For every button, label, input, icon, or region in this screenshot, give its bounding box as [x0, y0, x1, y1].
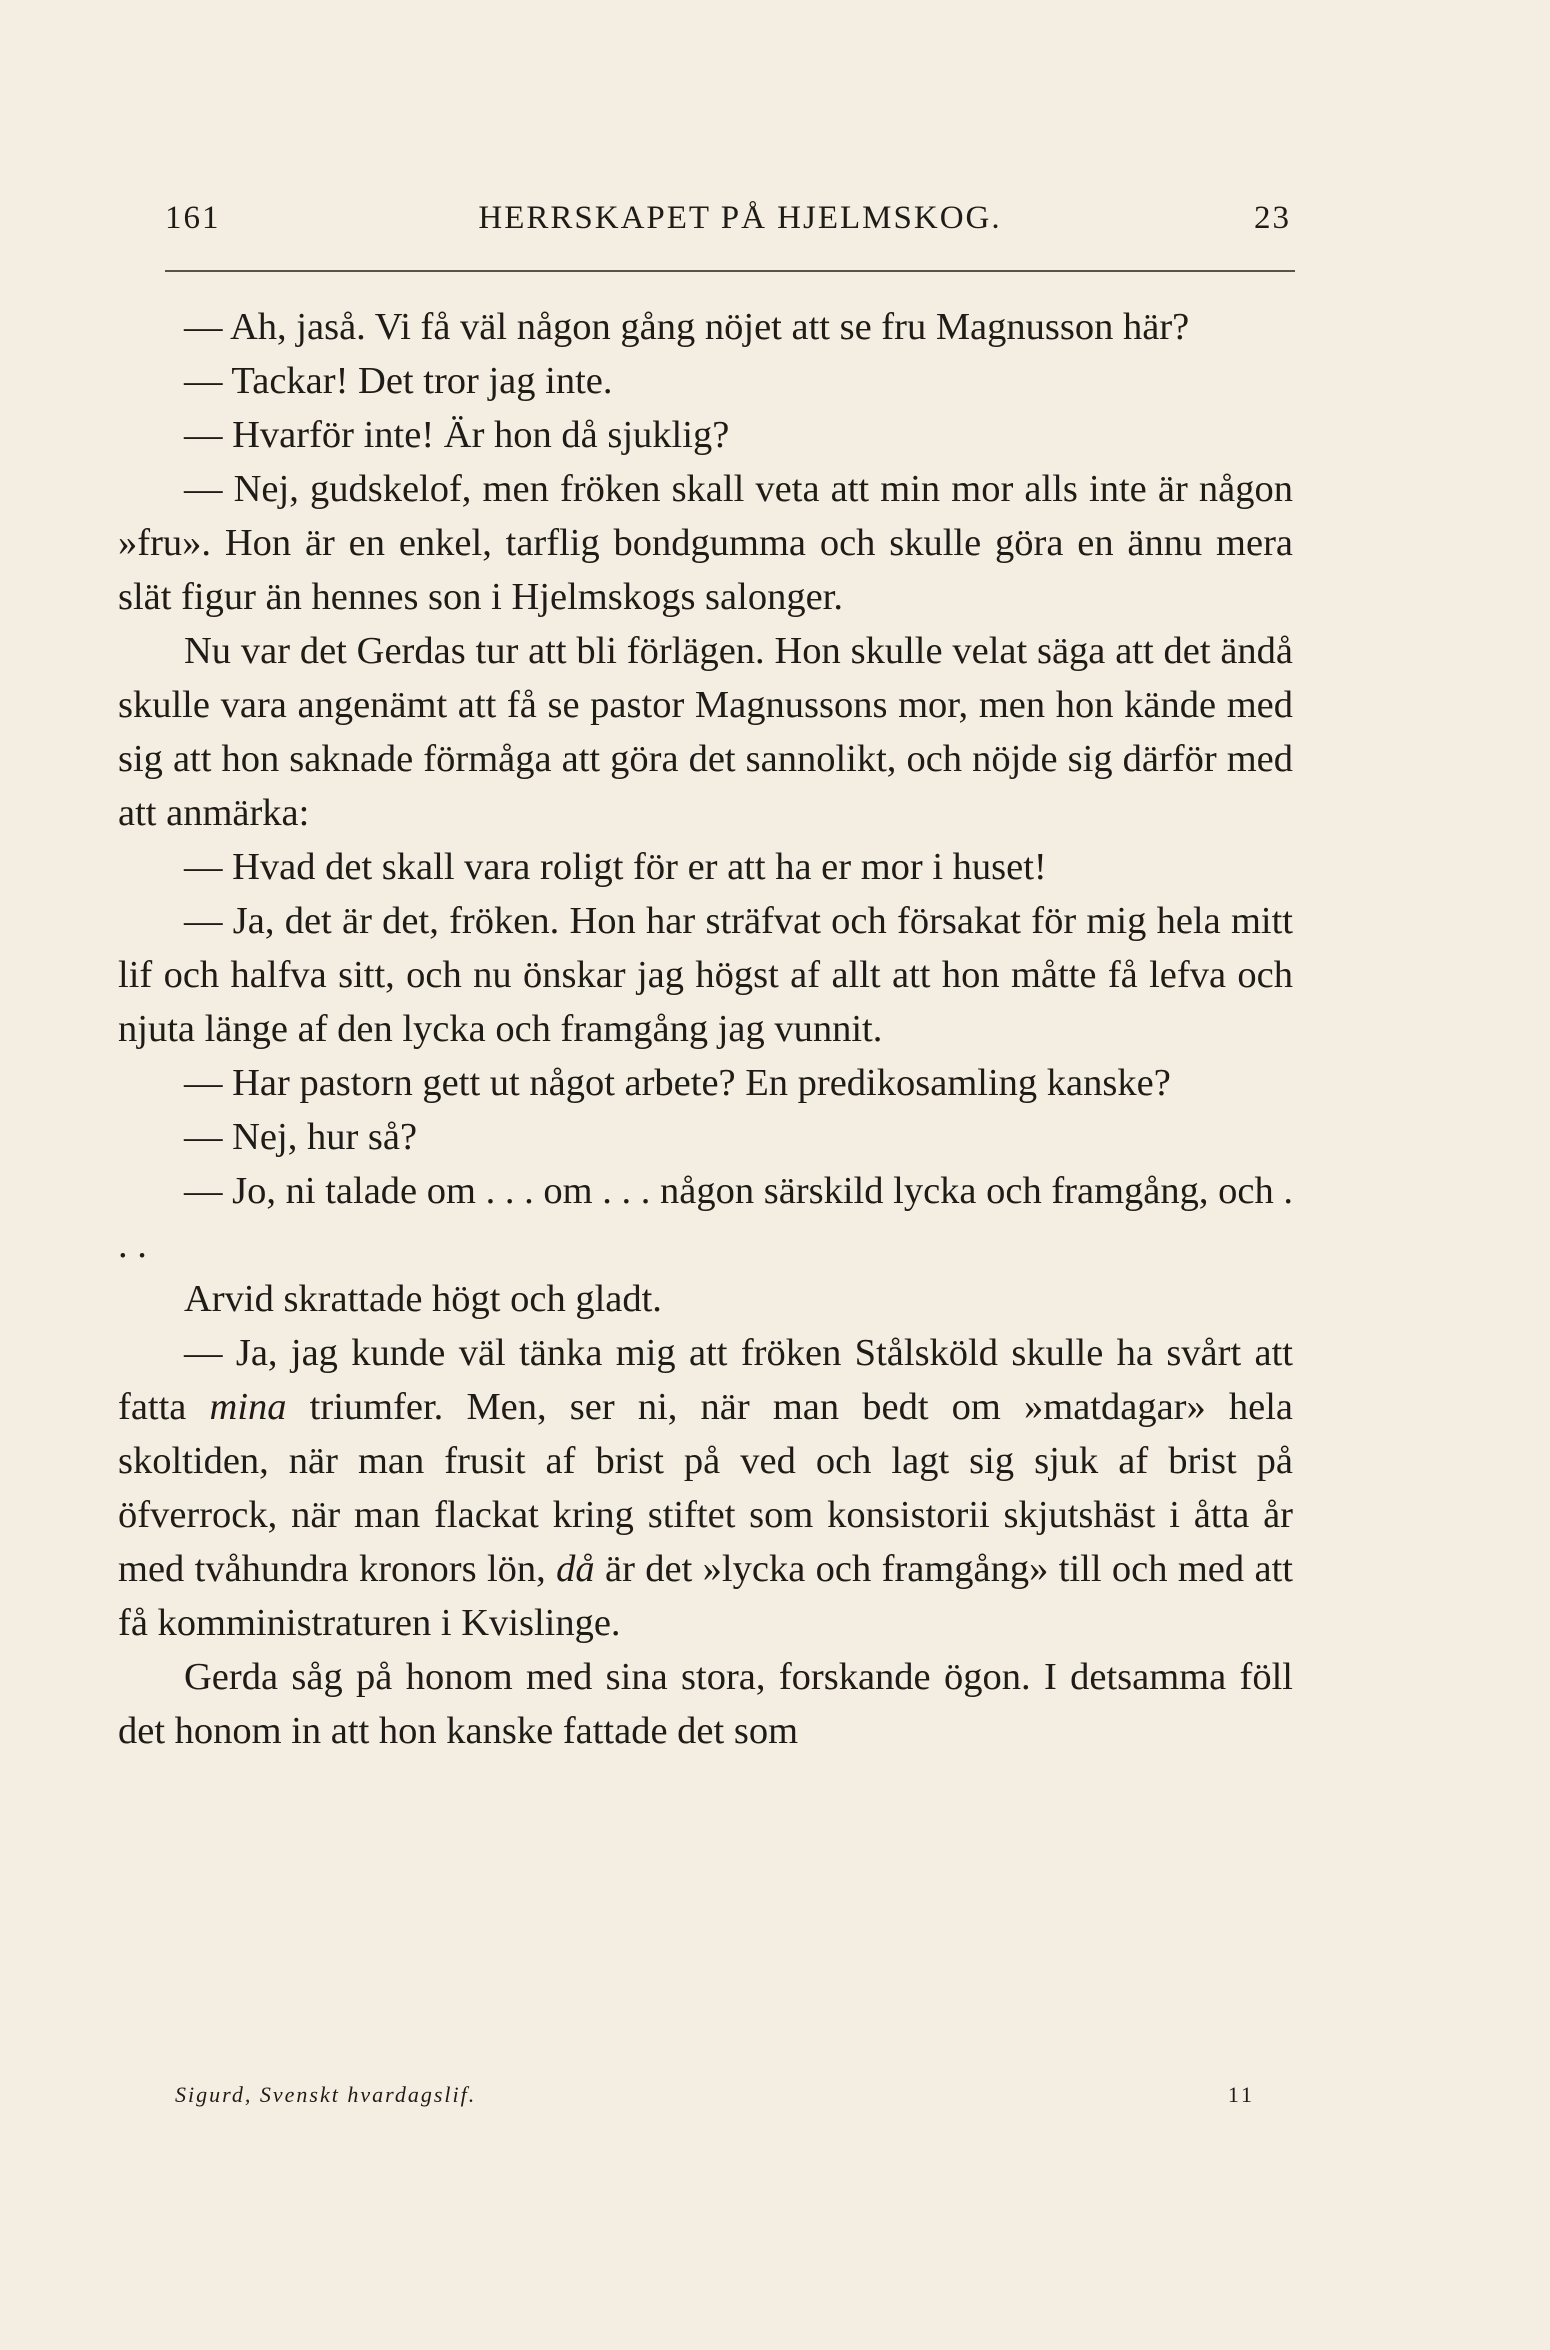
header-rule [165, 270, 1295, 272]
paragraph-8: — Har pastorn gett ut något arbete? En predikosamling kanske? [184, 1062, 1171, 1104]
paragraph-12-emphasis-da: då [556, 1548, 595, 1590]
paragraph-13: Gerda såg på honom med sina stora, forskande ögon. I detsamma föll det honom in att hon kanske fattade det som [118, 1656, 1293, 1752]
paragraph-5: Nu var det Gerdas tur att bli förlägen. Hon skulle velat säga att det ändå skulle vara angenämt att få se pastor Magnussons mor, men hon kände med sig att hon saknade förmåga att göra det sannolikt, och nöjde sig därför med att anmärka: [118, 630, 1293, 834]
paragraph-2: — Tackar! Det tror jag inte. [184, 360, 613, 402]
footer-sheet-number: 11 [1227, 2082, 1255, 2107]
body-text [118, 300, 1293, 1758]
running-header [165, 200, 1315, 260]
running-title: HERRSKAPET PÅ HJELMSKOG. [478, 200, 1002, 236]
paragraph-12-part-a: — Ja, jag kunde väl tänka mig att fröken Stålsköld skulle ha svårt att fatta [118, 1332, 1293, 1428]
paragraph-11: Arvid skrattade högt och gladt. [184, 1278, 662, 1320]
signature-number: 23 [1254, 200, 1291, 236]
paragraph-4: — Nej, gudskelof, men fröken skall veta att min mor alls inte är någon »fru». Hon är en enkel, tarflig bondgumma och skulle göra en ännu mera slät figur än hennes son i Hjelmskogs salonger. [118, 468, 1293, 618]
paragraph-1: — Ah, jaså. Vi få väl någon gång nöjet att se fru Magnusson här? [184, 306, 1190, 348]
paragraph-3: — Hvarför inte! Är hon då sjuklig? [184, 414, 730, 456]
paragraph-12-part-c: triumfer. Men, ser ni, när man bedt om »matdagar» hela skoltiden, när man frusit af brist på ved och lagt sig sjuk af brist på öfverrock, när man flackat kring stiftet som konsistorii skjutshäst i åtta år med tvåhundra kronors lön, [118, 1386, 1293, 1590]
paragraph-12-part-e: är det »lycka och framgång» till och med att få komministraturen i Kvislinge. [118, 1548, 1293, 1644]
paragraph-12-emphasis-mina: mina [209, 1386, 287, 1428]
paragraph-10: — Jo, ni talade om . . . om . . . någon särskild lycka och framgång, och . . . [118, 1170, 1293, 1266]
paragraph-9: — Nej, hur så? [184, 1116, 418, 1158]
paragraph-7: — Ja, det är det, fröken. Hon har sträfvat och försakat för mig hela mitt lif och halfva sitt, och nu önskar jag högst af allt att hon måtte få lefva och njuta länge af den lycka och framgång jag vunnit. [118, 900, 1293, 1050]
page-number: 161 [165, 200, 221, 236]
footer-signature-line: Sigurd, Svenskt hvardagslif. [175, 2082, 477, 2107]
paragraph-12 [118, 1326, 1293, 1650]
paragraph-6: — Hvad det skall vara roligt för er att ha er mor i huset! [184, 846, 1047, 888]
